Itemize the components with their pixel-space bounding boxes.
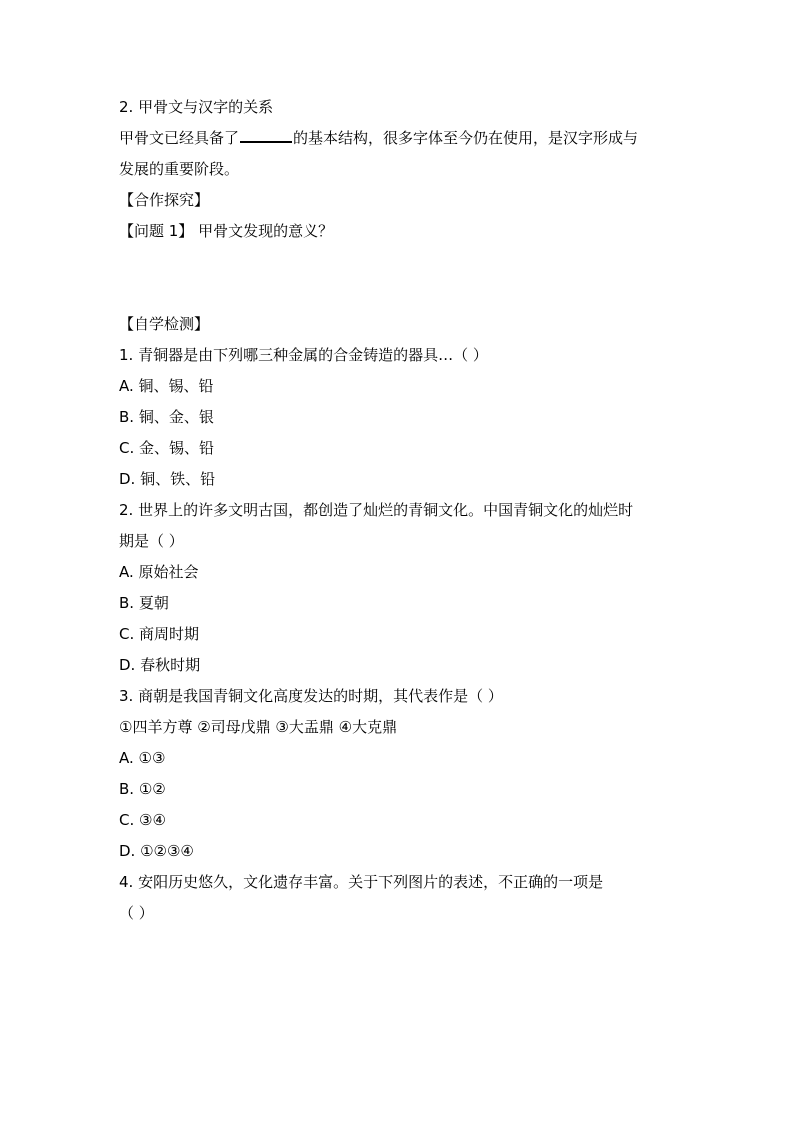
sentence-text-before: 甲骨文已经具备了 (119, 129, 240, 147)
self-test-heading: 【自学检测】 (119, 315, 210, 333)
question-3-option-a: A. ①③ (119, 749, 166, 767)
question-1-option-d: D. 铜、铁、铅 (119, 470, 216, 488)
question-2-stem-line2: 期是（ ） (119, 532, 184, 550)
question-2-option-d: D. 春秋时期 (119, 656, 201, 674)
question-2-stem-line1: 2. 世界上的许多文明古国，都创造了灿烂的青铜文化。中国青铜文化的灿烂时 (119, 501, 634, 519)
cooperative-question-1: 【问题 1】 甲骨文发现的意义？ (119, 222, 334, 240)
question-4-stem-line1: 4. 安阳历史悠久，文化遗存丰富。关于下列图片的表述，不正确的一项是 (119, 873, 604, 891)
section-heading-relation: 2. 甲骨文与汉字的关系 (119, 98, 274, 116)
document-body (119, 92, 679, 929)
question-2-option-c: C. 商周时期 (119, 625, 200, 643)
answer-blank[interactable] (240, 127, 292, 143)
question-2-option-a: A. 原始社会 (119, 563, 199, 581)
question-3-option-d: D. ①②③④ (119, 842, 194, 860)
question-3-items: ①四羊方尊 ②司母戊鼎 ③大盂鼎 ④大克鼎 (119, 718, 398, 736)
question-1-option-a: A. 铜、锡、铅 (119, 377, 214, 395)
sentence-text-after: 的基本结构，很多字体至今仍在使用，是汉字形成与 (293, 129, 639, 147)
question-1-option-c: C. 金、锡、铅 (119, 439, 215, 457)
question-1-option-b: B. 铜、金、银 (119, 408, 214, 426)
question-3-option-c: C. ③④ (119, 811, 166, 829)
question-4-stem-line2: （ ） (119, 904, 154, 922)
sentence-continuation: 发展的重要阶段。 (119, 160, 240, 178)
question-3-option-b: B. ①② (119, 780, 166, 798)
question-1-stem: 1. 青铜器是由下列哪三种金属的合金铸造的器具…（ ） (119, 346, 488, 364)
question-3-stem: 3. 商朝是我国青铜文化高度发达的时期，其代表作是（ ） (119, 687, 503, 705)
question-2-option-b: B. 夏朝 (119, 594, 169, 612)
answer-space (119, 247, 679, 309)
cooperative-heading: 【合作探究】 (119, 191, 210, 209)
fill-blank-sentence (119, 123, 679, 154)
